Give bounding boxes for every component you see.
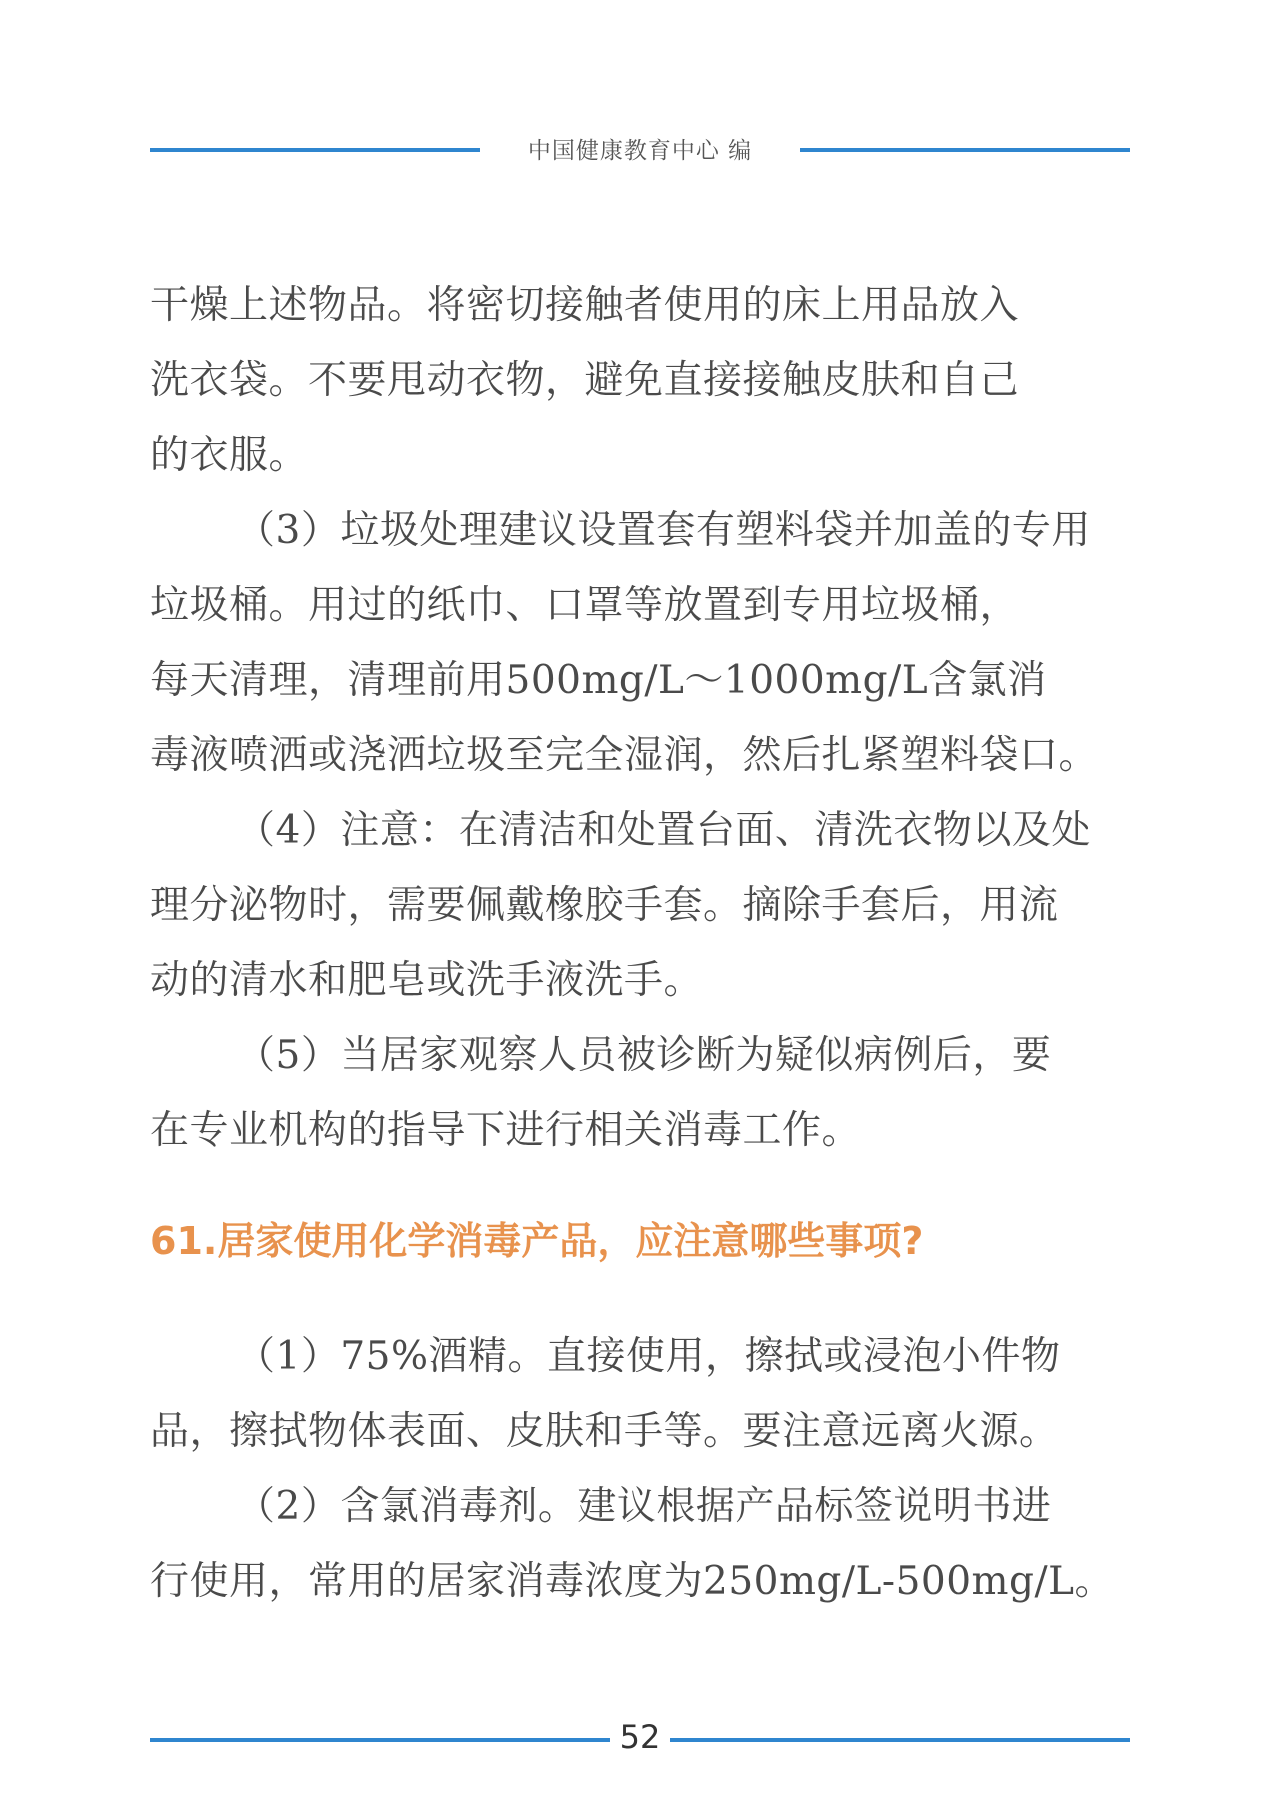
body-line: 每天清理，清理前用500mg/L～1000mg/L含氯消: [150, 658, 1047, 703]
body-line: 干燥上述物品。将密切接触者使用的床上用品放入: [150, 283, 1020, 328]
page-content: [150, 268, 1150, 1619]
body-line: 在专业机构的指导下进行相关消毒工作。: [150, 1108, 862, 1153]
section-line: 品，擦拭物体表面、皮肤和手等。要注意远离火源。: [150, 1409, 1059, 1454]
body-line: 毒液喷洒或浇洒垃圾至完全湿润，然后扎紧塑料袋口。: [150, 733, 1099, 778]
body-line: 垃圾桶。用过的纸巾、口罩等放置到专用垃圾桶，: [150, 583, 1020, 628]
page-number: 52: [619, 1718, 661, 1756]
footer-rule-right: [670, 1738, 1130, 1742]
footer-rule-left: [150, 1738, 610, 1742]
section-heading: 61.居家使用化学消毒产品，应注意哪些事项?: [150, 1219, 924, 1263]
section-line: （2）含氯消毒剂。建议根据产品标签说明书进: [236, 1484, 1052, 1529]
header-title: 中国健康教育中心 编: [527, 138, 753, 164]
section-line: （1）75%酒精。直接使用，擦拭或浸泡小件物: [236, 1334, 1061, 1379]
header-rule-right: [800, 148, 1130, 152]
section-line: 行使用，常用的居家消毒浓度为250mg/L-500mg/L。: [150, 1559, 1115, 1604]
body-line: 的衣服。: [150, 433, 309, 478]
body-line: （5）当居家观察人员被诊断为疑似病例后，要: [236, 1033, 1052, 1078]
page-footer: [150, 1712, 1130, 1762]
page-header: [150, 128, 1130, 172]
header-rule-left: [150, 148, 480, 152]
body-line: 洗衣袋。不要甩动衣物，避免直接接触皮肤和自己: [150, 358, 1020, 403]
body-line: 理分泌物时，需要佩戴橡胶手套。摘除手套后，用流: [150, 883, 1059, 928]
body-line: （4）注意：在清洁和处置台面、清洗衣物以及处: [236, 808, 1091, 853]
body-line: （3）垃圾处理建议设置套有塑料袋并加盖的专用: [236, 508, 1091, 553]
body-line: 动的清水和肥皂或洗手液洗手。: [150, 958, 704, 1003]
